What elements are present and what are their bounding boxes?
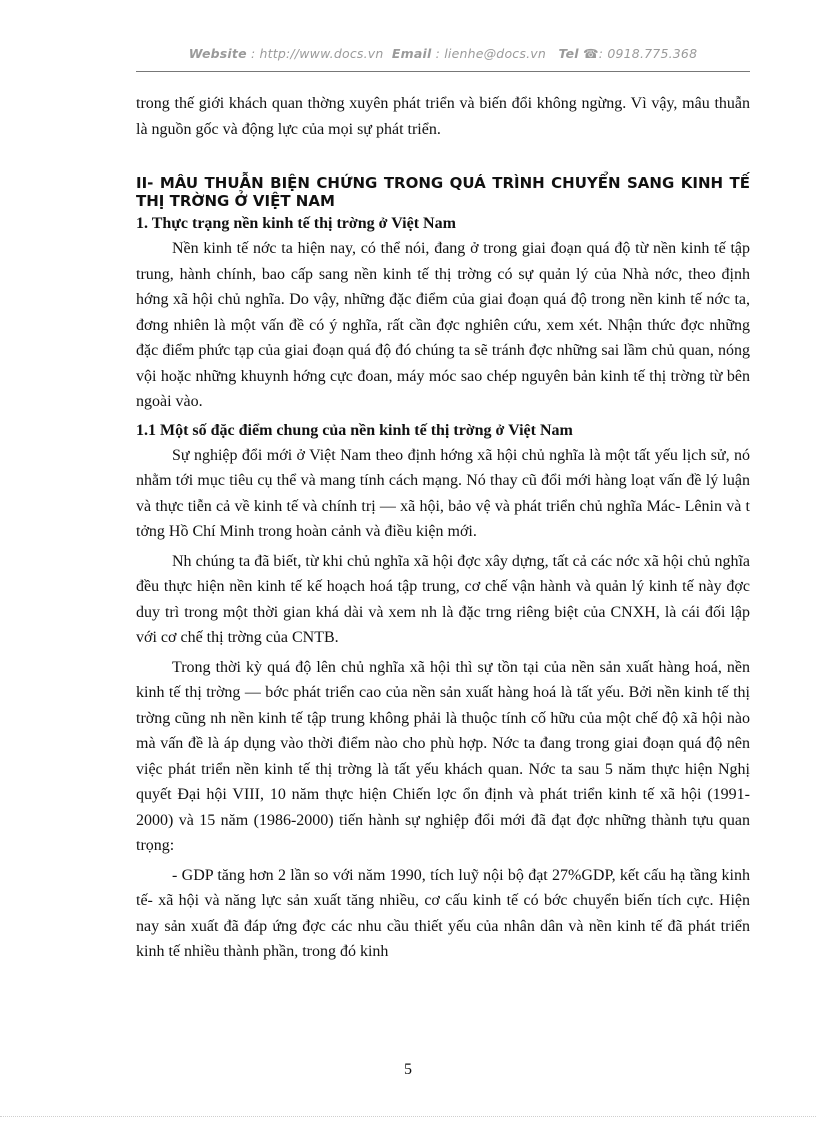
paragraph-0: trong thế giới khách quan thờng xuyên phát triển và biến đổi không ngừng. Vì vậy, mâu thuẫn là nguồn gốc và động lực của mọi sự phát triển. bbox=[136, 95, 750, 138]
paragraph-1: Nền kinh tế nớc ta hiện nay, có thể nói, đang ở trong giai đoạn quá độ từ nền kinh tế tập trung, hành chính, bao cấp sang nền kinh tế thị trờng có sự quản lý của Nhà nớc, theo định hớng xã hội chủ nghĩa. Do vậy, những đặc điểm của giai đoạn quá độ trong nền kinh tế nớc ta, đơng nhiên là một vấn đề có ý nghĩa, rất cần đợc nghiên cứu, xem xét. Nhận thức đợc những đặc điểm phức tạp của giai đoạn quá độ đó chúng ta sẽ tránh đợc những sai lầm chủ quan, nóng vội hoặc những khuynh hớng cực đoan, máy móc sao chép nguyên bản kinh tế thị trờng từ bên ngoài vào. bbox=[136, 240, 750, 410]
website-label: Website bbox=[188, 46, 247, 61]
page-header bbox=[136, 46, 750, 61]
paragraph-4: Trong thời kỳ quá độ lên chủ nghĩa xã hội thì sự tồn tại của nền sản xuất hàng hoá, nền kinh tế thị trờng — bớc phát triển cao của nền sản xuất hàng hoá là tất yếu. Bởi nền kinh tế thị trờng cũng nh nền kinh tế tập trung không phải là thuộc tính cố hữu của một chế độ xã hội nào mà vấn đề là áp dụng vào thời điểm nào cho phù hợp. Nớc ta đang trong giai đoạn quá độ nên việc phát triển nền kinh tế thị trờng là tất yếu khách quan. Nớc ta sau 5 năm thực hiện Nghị quyết Đại hội VIII, 10 năm thực hiện Chiến lợc ổn định và phát triển kinh tế xã hội (1991-2000) và 15 năm (1986-2000) tiến hành sự nghiệp đổi mới đã đạt đợc những thành tựu quan trọng: bbox=[136, 658, 750, 854]
website-value: : http://www.docs.vn bbox=[250, 46, 384, 61]
email-value: : lienhe@docs.vn bbox=[435, 46, 546, 61]
subsection-heading-1-1: 1.1 Một số đặc điểm chung của nền kinh tế thị trờng ở Việt Nam bbox=[136, 421, 573, 439]
paragraph-3: Nh chúng ta đã biết, từ khi chủ nghĩa xã hội đợc xây dựng, tất cả các nớc xã hội chủ nghĩa đều thực hiện nền kinh tế kế hoạch hoá tập trung, cơ chế vận hành và quản lý kinh tế này đợc duy trì trong một thời gian khá dài và xem nh là đặc trng riêng biệt của CNXH, là cái đối lập với cơ chế thị trờng của CNTB. bbox=[136, 552, 750, 646]
paragraph-2: Sự nghiệp đổi mới ở Việt Nam theo định hớng xã hội chủ nghĩa là một tất yếu lịch sử, nó nhằm tới mục tiêu cụ thể và mang tính cách mạng. Nó thay cũ đổi mới hàng loạt vấn đề lý luận và thực tiễn cả về kinh tế và chính trị — xã hội, bảo vệ và phát triển chủ nghĩa Mác- Lênin và t tởng Hồ Chí Minh trong hoàn cảnh và điều kiện mới. bbox=[136, 446, 750, 540]
page-number: 5 bbox=[404, 1061, 412, 1078]
paragraph-5: - GDP tăng hơn 2 lần so với năm 1990, tích luỹ nội bộ đạt 27%GDP, kết cấu hạ tầng kinh tế- xã hội và năng lực sản xuất tăng nhiều, cơ cấu kinh tế có bớc chuyển biến tích cực. Hiện nay sản xuất đã đáp ứng đợc các nhu cầu thiết yếu của nhân dân và nền kinh tế đã phát triển kinh tế nhiều thành phần, trong đó kinh bbox=[136, 866, 750, 960]
email-label: Email bbox=[391, 46, 432, 61]
tel-value: : 0918.775.368 bbox=[598, 46, 698, 61]
section-heading-ii: II- MÂU THUẪN BIỆN CHỨNG TRONG QUÁ TRÌNH CHUYỂN SANG KINH TẾ THỊ TRỜNG Ở VIỆT NAM bbox=[136, 174, 750, 210]
subsection-heading-1: 1. Thực trạng nền kinh tế thị trờng ở Việt Nam bbox=[136, 215, 456, 232]
tel-label: Tel bbox=[558, 46, 579, 61]
document-body bbox=[136, 91, 750, 965]
page-bottom-edge bbox=[0, 1116, 816, 1117]
header-rule bbox=[136, 71, 750, 72]
phone-icon: ☎ bbox=[582, 46, 599, 61]
